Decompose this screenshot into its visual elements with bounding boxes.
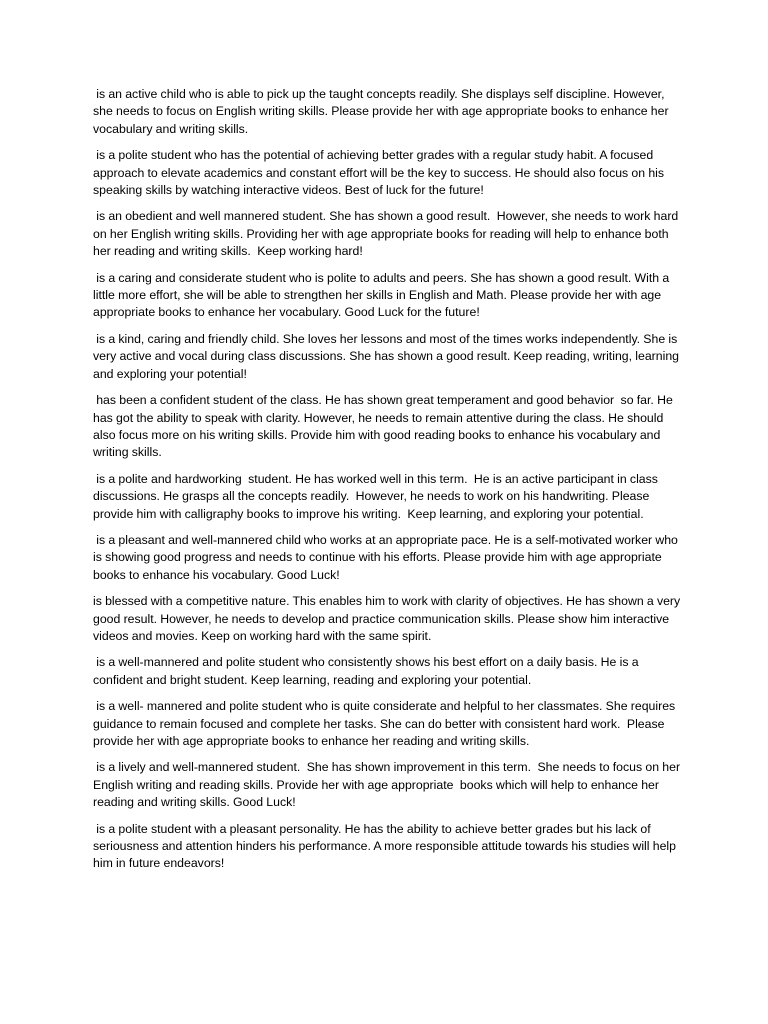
remark-paragraph: is a pleasant and well-mannered child who works at an appropriate pace. He is a self-motivated worker who is showing good progress and needs to continue with his efforts. Please provide him with age appropriate books to enhance his vocabulary. Good Luck! — [93, 532, 682, 582]
remark-paragraph: is a kind, caring and friendly child. She loves her lessons and most of the times works independently. She is very active and vocal during class discussions. She has shown a good result. Keep reading, writing, learning and exploring your potential! — [93, 331, 683, 381]
remark-paragraph: is a well-mannered and polite student who consistently shows his best effort on a daily basis. He is a confident and bright student. Keep learning, reading and exploring your potential. — [93, 655, 642, 687]
remark-paragraph: is a caring and considerate student who is polite to adults and peers. She has shown a good result. With a little more effort, she will be able to strengthen her skills in English and Math. Please provide her with age appropriate books to enhance her vocabulary. Good Luck for the future! — [93, 270, 673, 320]
document-page — [93, 86, 683, 882]
remark-paragraph: has been a confident student of the class. He has shown great temperament and good behavior so far. He has got the ability to speak with clarity. However, he needs to remain attentive during the class. He should also focus more on his writing skills. Provide him with good reading books to enhance his vocabulary and writing skills. — [93, 393, 677, 460]
remark-paragraph: is a lively and well-mannered student. She has shown improvement in this term. She needs to focus on her English writing and reading skills. Provide her with age appropriate books which will help to enhance her reading and writing skills. Good Luck! — [93, 760, 684, 810]
remark-paragraph: is an obedient and well mannered student. She has shown a good result. However, she needs to work hard on her English writing skills. Providing her with age appropriate books for reading will help to enhance both her reading and writing skills. Keep working hard! — [93, 209, 682, 259]
remark-paragraph: is an active child who is able to pick up the taught concepts readily. She displays self discipline. However, she needs to focus on English writing skills. Please provide her with age appropriate books to enhance her vocabulary and writing skills. — [93, 87, 672, 136]
remark-paragraph: is a polite student who has the potential of achieving better grades with a regular study habit. A focused approach to elevate academics and constant effort will be the key to success. He should also focus on his speaking skills by watching interactive videos. Best of luck for the future! — [93, 148, 668, 198]
remark-paragraph: is a polite and hardworking student. He has worked well in this term. He is an active participant in class discussions. He grasps all the concepts readily. However, he needs to work on his handwriting. Please provide him with calligraphy books to improve his writing. Keep learning, and exploring your potential. — [93, 471, 662, 521]
remark-paragraph: is a polite student with a pleasant personality. He has the ability to achieve better grades but his lack of seriousness and attention hinders his performance. A more responsible attitude towards his studies will help him in future endeavors! — [93, 821, 680, 871]
remark-paragraph: is a well- mannered and polite student who is quite considerate and helpful to her classmates. She requires guidance to remain focused and complete her tasks. She can do better with consistent hard work. Please provide her with age appropriate books to enhance her reading and writing skills. — [93, 699, 679, 748]
remark-paragraph: is blessed with a competitive nature. This enables him to work with clarity of objectives. He has shown a very good result. However, he needs to develop and practice communication skills. Please show him interactive videos and movies. Keep on working hard with the same spirit. — [93, 594, 684, 643]
